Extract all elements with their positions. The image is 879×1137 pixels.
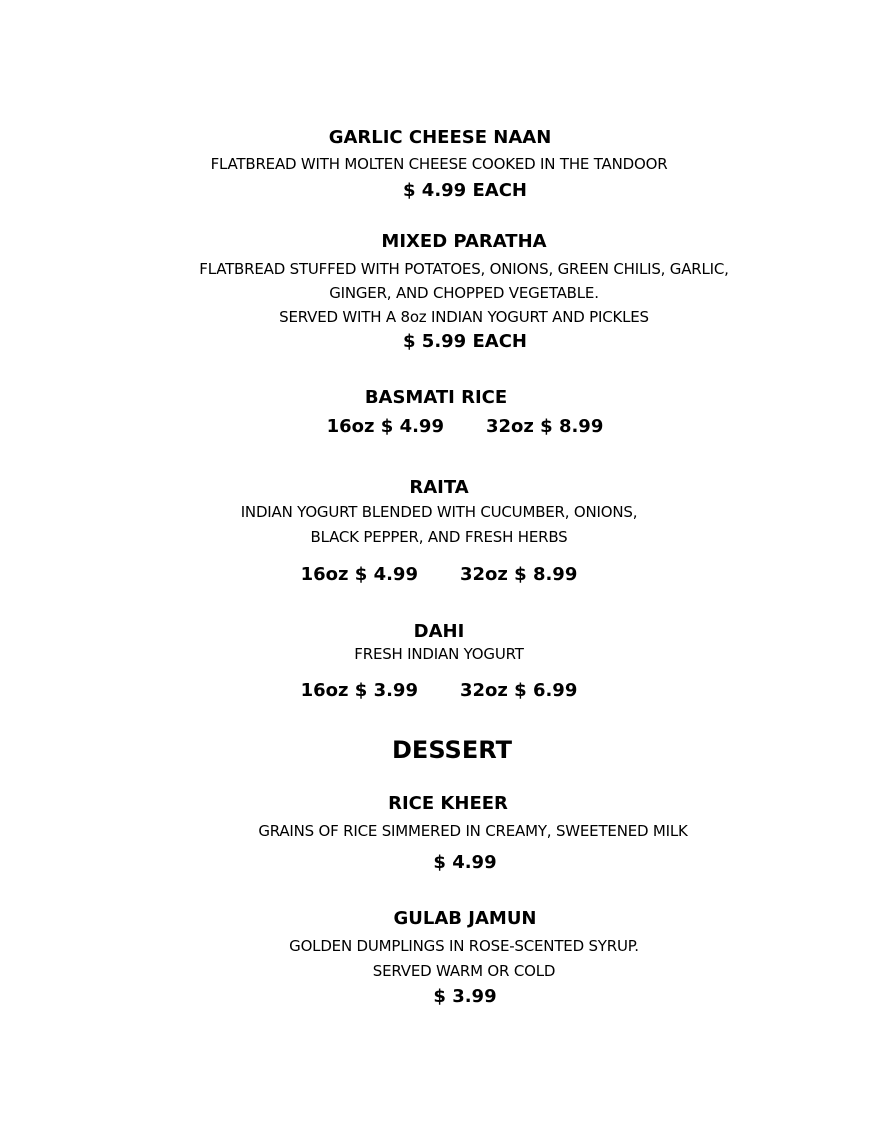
price-32oz: 32oz $ 8.99 xyxy=(486,416,604,437)
item-description: GOLDEN DUMPLINGS IN ROSE-SCENTED SYRUP. xyxy=(289,937,639,955)
item-description: FRESH INDIAN YOGURT xyxy=(354,645,524,663)
item-price-row xyxy=(301,680,578,701)
item-title: BASMATI RICE xyxy=(364,387,508,408)
item-price-row xyxy=(327,416,604,437)
item-title: MIXED PARATHA xyxy=(381,231,547,252)
price-32oz: 32oz $ 8.99 xyxy=(460,564,578,585)
item-description: GINGER, AND CHOPPED VEGETABLE. xyxy=(329,284,599,302)
item-title: DAHI xyxy=(413,621,465,642)
item-price: $ 5.99 EACH xyxy=(403,331,527,352)
item-description: SERVED WITH A 8oz INDIAN YOGURT AND PICKLES xyxy=(279,308,649,326)
item-description: INDIAN YOGURT BLENDED WITH CUCUMBER, ONIONS, xyxy=(240,503,638,521)
item-description: FLATBREAD STUFFED WITH POTATOES, ONIONS, GREEN CHILIS, GARLIC, xyxy=(199,260,729,278)
item-title: RAITA xyxy=(409,477,469,498)
item-description: SERVED WARM OR COLD xyxy=(372,962,556,980)
item-title: RICE KHEER xyxy=(388,793,508,814)
price-16oz: 16oz $ 4.99 xyxy=(300,564,418,585)
section-heading: DESSERT xyxy=(392,736,512,764)
item-price: $ 3.99 xyxy=(433,986,497,1007)
price-32oz: 32oz $ 6.99 xyxy=(460,680,578,701)
item-description: FLATBREAD WITH MOLTEN CHEESE COOKED IN THE TANDOOR xyxy=(210,155,668,173)
price-16oz: 16oz $ 3.99 xyxy=(300,680,418,701)
item-price: $ 4.99 EACH xyxy=(403,180,527,201)
item-price-row xyxy=(301,564,578,585)
item-description: BLACK PEPPER, AND FRESH HERBS xyxy=(310,528,568,546)
price-16oz: 16oz $ 4.99 xyxy=(326,416,444,437)
item-title: GULAB JAMUN xyxy=(393,908,537,929)
item-title: GARLIC CHEESE NAAN xyxy=(328,127,552,148)
item-description: GRAINS OF RICE SIMMERED IN CREAMY, SWEETENED MILK xyxy=(258,822,688,840)
item-price: $ 4.99 xyxy=(433,852,497,873)
